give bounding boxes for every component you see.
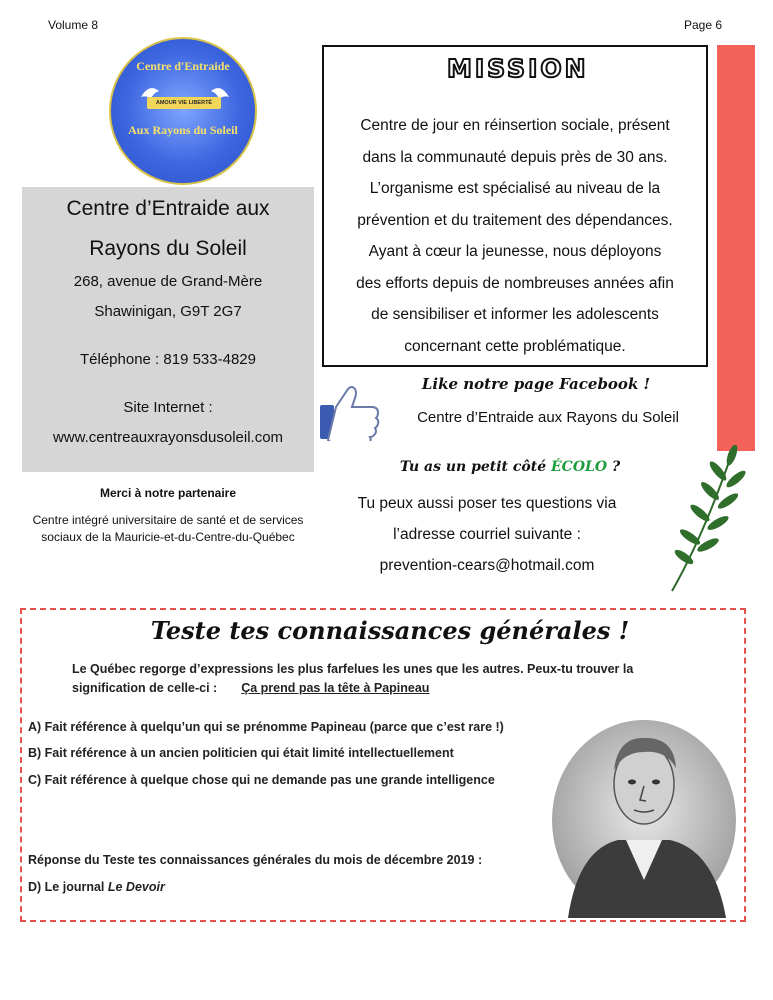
mission-line: dans la communauté depuis près de 30 ans. xyxy=(362,148,668,166)
org-name-line2: Rayons du Soleil xyxy=(89,237,247,260)
quiz-intro: Le Québec regorge d’expressions les plus farfelues les unes que les autres. Peux-tu trouver la signification de celle-ci : Ça prend pas la tête à Papineau xyxy=(72,662,634,695)
ecolo-line2: l’adresse courriel suivante : xyxy=(393,526,581,543)
logo-bottom-text: Aux Rayons du Soleil xyxy=(128,123,238,137)
logo-top-text: Centre d'Entraide xyxy=(136,59,230,73)
ecolo-line1: Tu peux aussi poser tes questions via xyxy=(357,495,617,512)
mission-line: Ayant à cœur la jeunesse, nous déployons xyxy=(368,243,662,260)
organization-logo xyxy=(109,37,257,185)
ecolo-heading: Tu as un petit côté ÉCOLO ? xyxy=(399,459,621,475)
address-line1: 268, avenue de Grand-Mère xyxy=(73,273,263,290)
page-number: Page 6 xyxy=(684,18,723,32)
partner-heading: Merci à notre partenaire xyxy=(99,486,237,500)
facebook-heading: Like notre page Facebook ! xyxy=(421,375,651,393)
org-name-line1: Centre d’Entraide aux xyxy=(66,197,270,220)
decorative-red-bar xyxy=(717,45,755,451)
address-line2: Shawinigan, G9T 2G7 xyxy=(94,303,242,320)
mission-line: L’organisme est spécialisé au niveau de la xyxy=(369,180,661,197)
mission-text xyxy=(326,110,704,362)
partner-text: Centre intégré universitaire de santé et de services sociaux de la Mauricie-et-du-Centre-du-Québec xyxy=(32,513,304,544)
answer-text: D) Le journal Le Devoir xyxy=(28,880,165,894)
mission-line: concernant cette problématique. xyxy=(404,337,626,355)
contact-email[interactable]: prevention-cears@hotmail.com xyxy=(379,557,595,574)
mission-title: MISSION xyxy=(447,54,589,83)
ecolo-text xyxy=(322,488,652,581)
quiz-option-b: B) Fait référence à un ancien politicien qui était limité intellectuellement xyxy=(28,746,454,760)
quiz-expression: Ça prend pas la tête à Papineau xyxy=(241,681,430,695)
logo-ribbon: AMOUR VIE LIBERTÉ xyxy=(147,97,221,109)
answer-heading: Réponse du Teste tes connaissances générales du mois de décembre 2019 : xyxy=(28,853,483,867)
quiz-title: Teste tes connaissances générales ! xyxy=(150,616,630,645)
mission-line: Centre de jour en réinsertion sociale, présent xyxy=(360,117,670,134)
facebook-page-name[interactable]: Centre d’Entraide aux Rayons du Soleil xyxy=(417,409,679,426)
volume-label: Volume 8 xyxy=(48,18,99,32)
contact-box xyxy=(22,187,314,472)
site-url[interactable]: www.centreauxrayonsdusoleil.com xyxy=(52,429,284,446)
leaf-branch-icon xyxy=(664,445,746,595)
quiz-option-a: A) Fait référence à quelqu’un qui se prénomme Papineau (parce que c’est rare !) xyxy=(28,720,504,734)
mission-line: prévention et du traitement des dépendances. xyxy=(357,211,673,229)
phone: Téléphone : 819 533-4829 xyxy=(80,351,256,368)
mission-line: de sensibiliser et informer les adolescents xyxy=(371,306,659,323)
site-label: Site Internet : xyxy=(123,399,213,416)
quiz-option-c: C) Fait référence à quelque chose qui ne demande pas une grande intelligence xyxy=(28,773,495,787)
papineau-portrait-image xyxy=(548,700,740,918)
mission-line: des efforts depuis de nombreuses années afin xyxy=(356,274,674,292)
